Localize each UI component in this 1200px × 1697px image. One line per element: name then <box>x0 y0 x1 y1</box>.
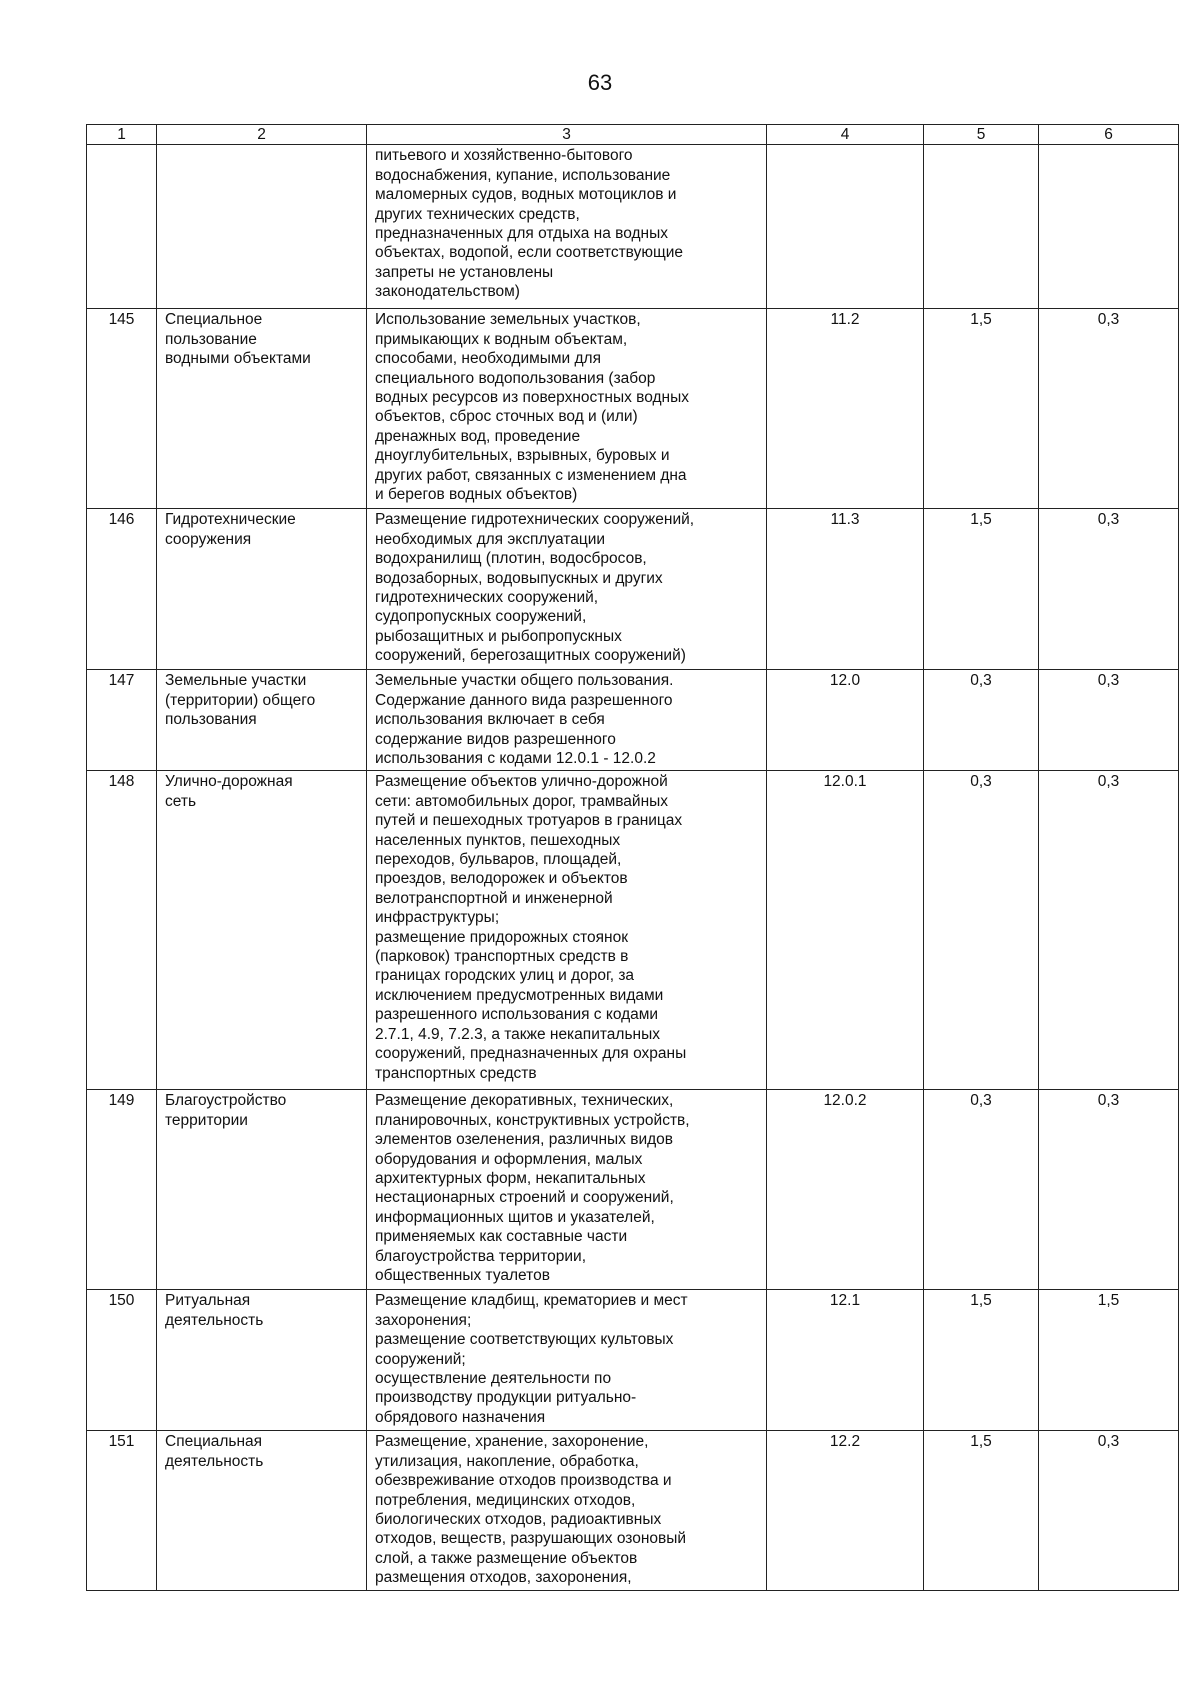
value-column-6 <box>1039 145 1179 309</box>
row-number: 151 <box>87 1431 157 1591</box>
column-header: 1 <box>87 125 157 145</box>
land-use-code: 12.1 <box>767 1290 924 1431</box>
value-column-6: 0,3 <box>1039 771 1179 1090</box>
value-column-5 <box>924 145 1039 309</box>
land-use-code: 12.0 <box>767 670 924 771</box>
header-row <box>87 125 1179 145</box>
land-use-description: Земельные участки общего пользования. Содержание данного вида разрешенного использования включает в себя содержание видов разрешенного использования с кодами 12.0.1 - 12.0.2 <box>367 670 767 771</box>
land-use-name: Гидротехнические сооружения <box>157 509 367 670</box>
column-header: 4 <box>767 125 924 145</box>
value-column-6: 0,3 <box>1039 670 1179 771</box>
land-use-description: питьевого и хозяйственно-бытового водоснабжения, купание, использование маломерных судов, водных мотоциклов и других технических средств, предназначенных для отдыха на водных объектах, водопой, если соответствующие запреты не установлены законодательством) <box>367 145 767 309</box>
land-use-description: Размещение декоративных, технических, планировочных, конструктивных устройств, элементов озеленения, различных видов оборудования и оформления, малых архитектурных форм, некапитальных нестационарных строений и сооружений, информационных щитов и указателей, применяемых как составные части благоустройства территории, общественных туалетов <box>367 1090 767 1290</box>
value-column-5: 1,5 <box>924 1431 1039 1591</box>
land-use-code: 11.2 <box>767 309 924 509</box>
land-use-code: 12.2 <box>767 1431 924 1591</box>
value-column-6: 0,3 <box>1039 309 1179 509</box>
table-row <box>87 1431 1179 1591</box>
table-row <box>87 1290 1179 1431</box>
value-column-5: 1,5 <box>924 1290 1039 1431</box>
value-column-5: 0,3 <box>924 670 1039 771</box>
value-column-6: 0,3 <box>1039 509 1179 670</box>
land-use-code: 12.0.1 <box>767 771 924 1090</box>
value-column-6: 1,5 <box>1039 1290 1179 1431</box>
value-column-5: 1,5 <box>924 309 1039 509</box>
land-use-description: Использование земельных участков, примыкающих к водным объектам, способами, необходимыми для специального водопользования (забор водных ресурсов из поверхностных водных объектов, сброс сточных вод и (или) дренажных вод, проведение дноуглубительных, взрывных, буровых и других работ, связанных с изменением дна и берегов водных объектов) <box>367 309 767 509</box>
land-use-description: Размещение гидротехнических сооружений, необходимых для эксплуатации водохранилищ (плотин, водосбросов, водозаборных, водовыпускных и других гидротехнических сооружений, судопропускных сооружений, рыбозащитных и рыбопропускных сооружений, берегозащитных сооружений) <box>367 509 767 670</box>
value-column-6: 0,3 <box>1039 1431 1179 1591</box>
value-column-6: 0,3 <box>1039 1090 1179 1290</box>
column-header: 2 <box>157 125 367 145</box>
land-use-code <box>767 145 924 309</box>
column-header: 3 <box>367 125 767 145</box>
land-use-description: Размещение, хранение, захоронение, утилизация, накопление, обработка, обезвреживание отходов производства и потребления, медицинских отходов, биологических отходов, радиоактивных отходов, веществ, разрушающих озоновый слой, а также размещение объектов размещения отходов, захоронения, <box>367 1431 767 1591</box>
page-number: 63 <box>587 70 613 95</box>
table-row <box>87 771 1179 1090</box>
value-column-5: 0,3 <box>924 1090 1039 1290</box>
land-use-name: Ритуальная деятельность <box>157 1290 367 1431</box>
row-number: 146 <box>87 509 157 670</box>
value-column-5: 0,3 <box>924 771 1039 1090</box>
table-row <box>87 1090 1179 1290</box>
row-number: 147 <box>87 670 157 771</box>
column-header: 6 <box>1039 125 1179 145</box>
land-use-table <box>86 124 1179 1591</box>
table-row <box>87 509 1179 670</box>
row-number: 148 <box>87 771 157 1090</box>
land-use-code: 12.0.2 <box>767 1090 924 1290</box>
land-use-name: Специальная деятельность <box>157 1431 367 1591</box>
land-use-description: Размещение кладбищ, крематориев и мест захоронения; размещение соответствующих культовых сооружений; осуществление деятельности по производству продукции ритуально- обрядового назначения <box>367 1290 767 1431</box>
row-number <box>87 145 157 309</box>
land-use-name: Улично-дорожная сеть <box>157 771 367 1090</box>
land-use-name: Специальное пользование водными объектами <box>157 309 367 509</box>
row-number: 150 <box>87 1290 157 1431</box>
table-row <box>87 145 1179 309</box>
row-number: 149 <box>87 1090 157 1290</box>
column-header: 5 <box>924 125 1039 145</box>
land-use-name: Благоустройство территории <box>157 1090 367 1290</box>
value-column-5: 1,5 <box>924 509 1039 670</box>
land-use-code: 11.3 <box>767 509 924 670</box>
row-number: 145 <box>87 309 157 509</box>
land-use-name: Земельные участки (территории) общего пользования <box>157 670 367 771</box>
table-row <box>87 670 1179 771</box>
table-row <box>87 309 1179 509</box>
land-use-description: Размещение объектов улично-дорожной сети: автомобильных дорог, трамвайных путей и пешеходных тротуаров в границах населенных пунктов, пешеходных переходов, бульваров, площадей, проездов, велодорожек и объектов велотранспортной и инженерной инфраструктуры; размещение придорожных стоянок (парковок) транспортных средств в границах городских улиц и дорог, за исключением предусмотренных видами разрешенного использования с кодами 2.7.1, 4.9, 7.2.3, а также некапитальных сооружений, предназначенных для охраны транспортных средств <box>367 771 767 1090</box>
land-use-name <box>157 145 367 309</box>
